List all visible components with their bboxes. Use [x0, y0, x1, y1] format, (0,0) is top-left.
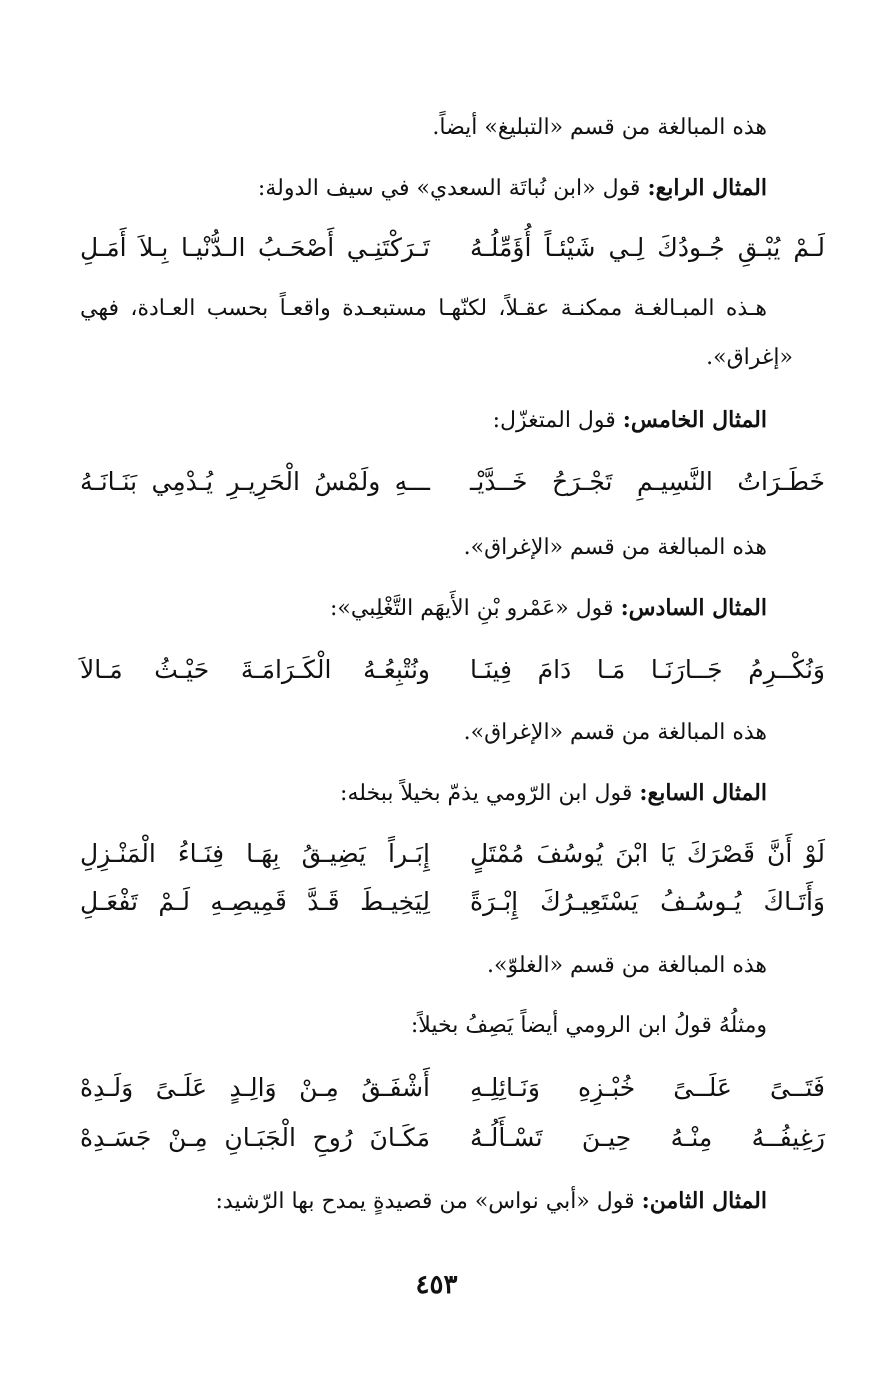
example-intro: قول ابن الرّومي يذمّ بخيلاً ببخله: — [340, 781, 640, 806]
verse-second-hemistich: إِبَـراً يَضِيـقُ بِهَـا فِنَـاءُ الْمَنْـزِلِ — [80, 839, 430, 868]
verse-second-hemistich: مَكَـانَ رُوحِ الْجَبَـانِ مِـنْ جَسَـدِهْ — [80, 1123, 430, 1152]
verse-first-hemistich: فَتَــىً عَلَــىً خُبْـزِهِ وَنَـائِلِـهِ — [470, 1073, 825, 1102]
paragraph-similar-example: ومثلُهُ قولُ ابن الرومي أيضاً يَصِفُ بخيلاً: — [410, 1013, 767, 1038]
verse — [80, 882, 825, 922]
paragraph-ghuluw: هذه المبالغة من قسم «الغلوّ». — [487, 953, 767, 978]
verse-second-hemistich: ـــهِ ولَمْسُ الْحَرِيـرِ يُـدْمِي بَنَـانَـهُ — [80, 467, 430, 496]
page-number: ٤٥٣ — [415, 1270, 458, 1300]
verse-first-hemistich: لَوْ أَنَّ قَصْرَكَ يَا ابْنَ يُوسُفَ مُمْتَلٍ — [470, 839, 825, 868]
example-intro: قول «أبي نواس» من قصيدةٍ يمدح بها الرّشيد: — [215, 1189, 642, 1214]
example-5-heading — [493, 404, 767, 437]
paragraph-ighraq-line-1: هـذه المبـالغـة ممكنـة عقـلاً، لكنّهـا مستبعـدة واقعـاً بحسب العـادة، فهي — [80, 296, 767, 321]
example-intro: قول المتغزّل: — [492, 408, 623, 433]
verse-second-hemistich: أَشْفَـقُ مِـنْ وَالِـدٍ عَلَـىً وَلَـدِهْ — [80, 1073, 430, 1102]
verse-first-hemistich: رَغِيفُــهُ مِنْـهُ حِيـنَ تَسْـأَلُـهُ — [470, 1123, 825, 1152]
verse-first-hemistich: وَنُكْــرِمُ جَــارَنَـا مَـا دَامَ فِينَـا — [470, 655, 825, 684]
verse-second-hemistich: لِيَخِيـطَ قَـدَّ قَمِيصِـهِ لَـمْ تَفْعَـلِ — [80, 887, 430, 916]
example-label: المثال الثامن: — [641, 1188, 767, 1214]
verse — [80, 1068, 825, 1108]
example-label: المثال السابع: — [639, 780, 767, 806]
verse — [80, 834, 825, 874]
verse — [80, 228, 825, 268]
verse-first-hemistich: وَأَتَـاكَ يُـوسُـفُ يَسْتَعِيـرُكَ إِبْـرَةً — [470, 887, 825, 916]
paragraph-ighraq: هذه المبالغة من قسم «الإغراق». — [463, 535, 767, 560]
example-label: المثال الخامس: — [622, 407, 767, 433]
verse-first-hemistich: خَطَـرَاتُ النَّسِيـمِ تَجْـرَحُ خَــدَّيْـ — [470, 467, 825, 496]
example-4-heading — [258, 172, 767, 205]
example-label: المثال الرابع: — [647, 175, 767, 201]
verse — [80, 462, 825, 502]
example-7-heading — [340, 777, 767, 810]
verse-second-hemistich: تَـرَكْتَنِـي أَصْحَـبُ الـدُّنْيـا بِـلاَ أَمَـلِ — [80, 233, 430, 262]
verse-first-hemistich: لَـمْ يُبْـقِ جُـودُكَ لِـي شَيْئـاً أُؤَمِّلُـهُ — [470, 233, 825, 262]
paragraph-ighraq: هذه المبالغة من قسم «الإغراق». — [463, 720, 767, 745]
example-intro: قول «عَمْرو بْنِ الأَيهَم التَّغْلِبي»: — [330, 596, 621, 621]
example-label: المثال السادس: — [620, 595, 767, 621]
example-8-heading — [216, 1185, 768, 1218]
paragraph-tabligh: هذه المبالغة من قسم «التبليغ» أيضاً. — [432, 115, 767, 140]
example-6-heading — [330, 592, 767, 625]
example-intro: قول «ابن نُباتَة السعدي» في سيف الدولة: — [257, 176, 648, 201]
paragraph-ighraq-line-2: «إغراق». — [706, 345, 793, 370]
verse-second-hemistich: ونُتْبِعُـهُ الْكَـرَامَـةَ حَيْـثُ مَـالاَ — [80, 655, 430, 684]
verse — [80, 650, 825, 690]
verse — [80, 1118, 825, 1158]
